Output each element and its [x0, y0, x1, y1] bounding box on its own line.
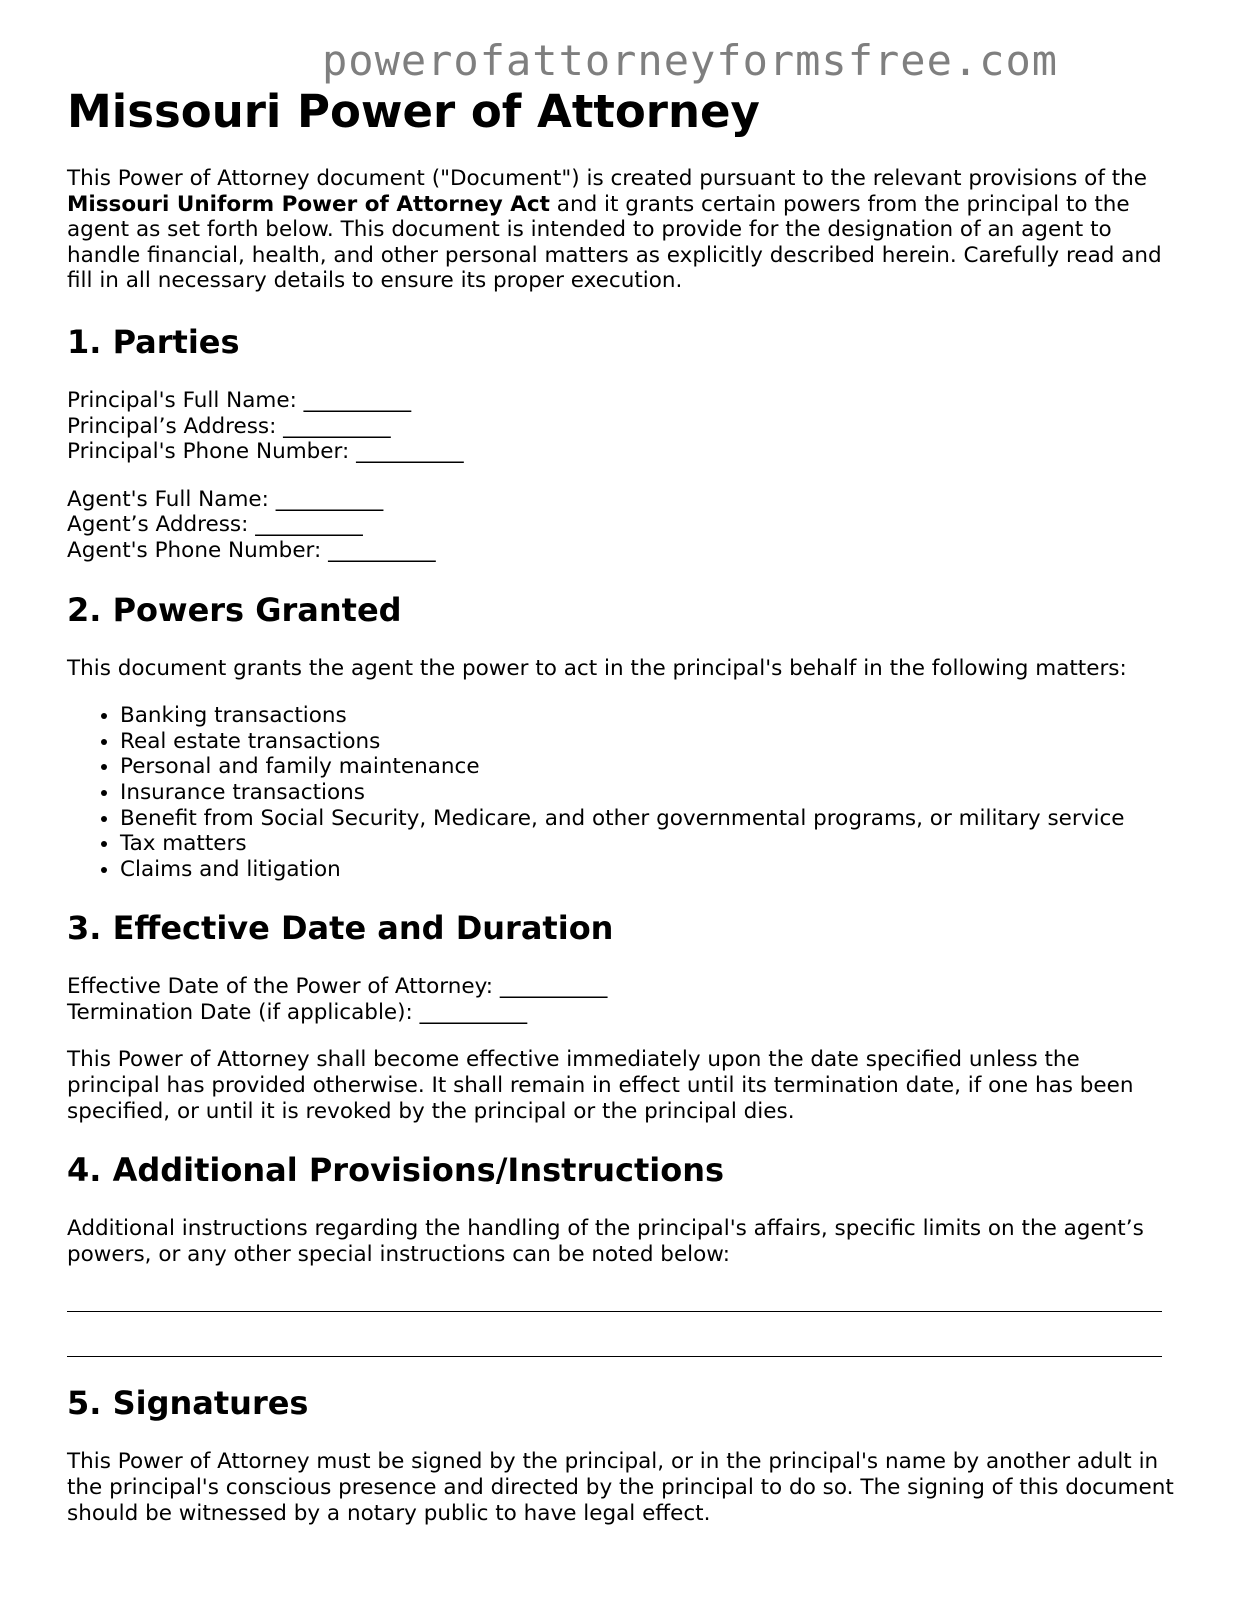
list-item: • Benefit from Social Security, Medicare, and other governmental programs, or military service	[120, 806, 1177, 832]
instructions-blank-line	[67, 1356, 1162, 1357]
instructions-blank-line	[67, 1311, 1162, 1312]
principal-name-field: Principal's Full Name: __________	[67, 387, 412, 413]
intro-text-after: and it grants certain powers from the principal to the agent as set forth below. This document is intended to provide for the designation of an agent to handle financial, health, and other personal matters as explicitly described herein. Carefully read and fill in all necessary details to ensure its proper execution.	[67, 191, 1162, 294]
effective-date-field: Effective Date of the Power of Attorney: __________	[67, 974, 608, 1000]
list-item: • Claims and litigation	[120, 857, 1177, 883]
intro-paragraph	[67, 166, 1177, 294]
section-heading-additional: 4. Additional Provisions/Instructions	[67, 1151, 725, 1190]
document-title: Missouri Power of Attorney	[67, 85, 760, 138]
list-item: • Tax matters	[120, 831, 1177, 857]
document-body	[67, 84, 1177, 1526]
principal-fields	[67, 388, 1177, 465]
section-heading-powers: 2. Powers Granted	[67, 590, 402, 629]
list-item: • Personal and family maintenance	[120, 754, 1177, 780]
agent-name-field: Agent's Full Name: __________	[67, 486, 384, 512]
signatures-paragraph: This Power of Attorney must be signed by the principal, or in the principal's name by another adult in the principal's conscious presence and directed by the principal to do so. The signing of this document should be witnessed by a notary public to have legal effect.	[67, 1449, 1174, 1526]
termination-date-field: Termination Date (if applicable): __________	[67, 999, 528, 1025]
effective-paragraph: This Power of Attorney shall become effective immediately upon the date specified unless the principal has provided otherwise. It shall remain in effect until its termination date, if one has been specified, or until it is revoked by the principal or the principal dies.	[67, 1047, 1134, 1124]
powers-paragraph: This document grants the agent the power to act in the principal's behalf in the following matters:	[67, 655, 1127, 681]
section-heading-effective-date: 3. Effective Date and Duration	[67, 909, 614, 948]
agent-fields	[67, 487, 1177, 564]
list-item: • Real estate transactions	[120, 729, 1177, 755]
list-item: • Insurance transactions	[120, 780, 1177, 806]
date-fields	[67, 974, 1177, 1025]
agent-phone-field: Agent's Phone Number: __________	[67, 537, 436, 563]
powers-list	[67, 703, 1177, 882]
watermark: powerofattorneyformsfree.com	[322, 36, 1059, 85]
list-item: • Banking transactions	[120, 703, 1177, 729]
intro-act-name: Missouri Uniform Power of Attorney Act	[67, 191, 550, 217]
principal-phone-field: Principal's Phone Number: __________	[67, 439, 464, 465]
additional-paragraph: Additional instructions regarding the handling of the principal's affairs, specific limits on the agent’s powers, or any other special instructions can be noted below:	[67, 1216, 1144, 1267]
agent-address-field: Agent’s Address: __________	[67, 512, 363, 538]
section-heading-signatures: 5. Signatures	[67, 1384, 309, 1423]
intro-text-before: This Power of Attorney document ("Document") is created pursuant to the relevant provisions of the	[67, 166, 1148, 191]
section-heading-parties: 1. Parties	[67, 322, 240, 361]
principal-address-field: Principal’s Address: __________	[67, 413, 391, 439]
